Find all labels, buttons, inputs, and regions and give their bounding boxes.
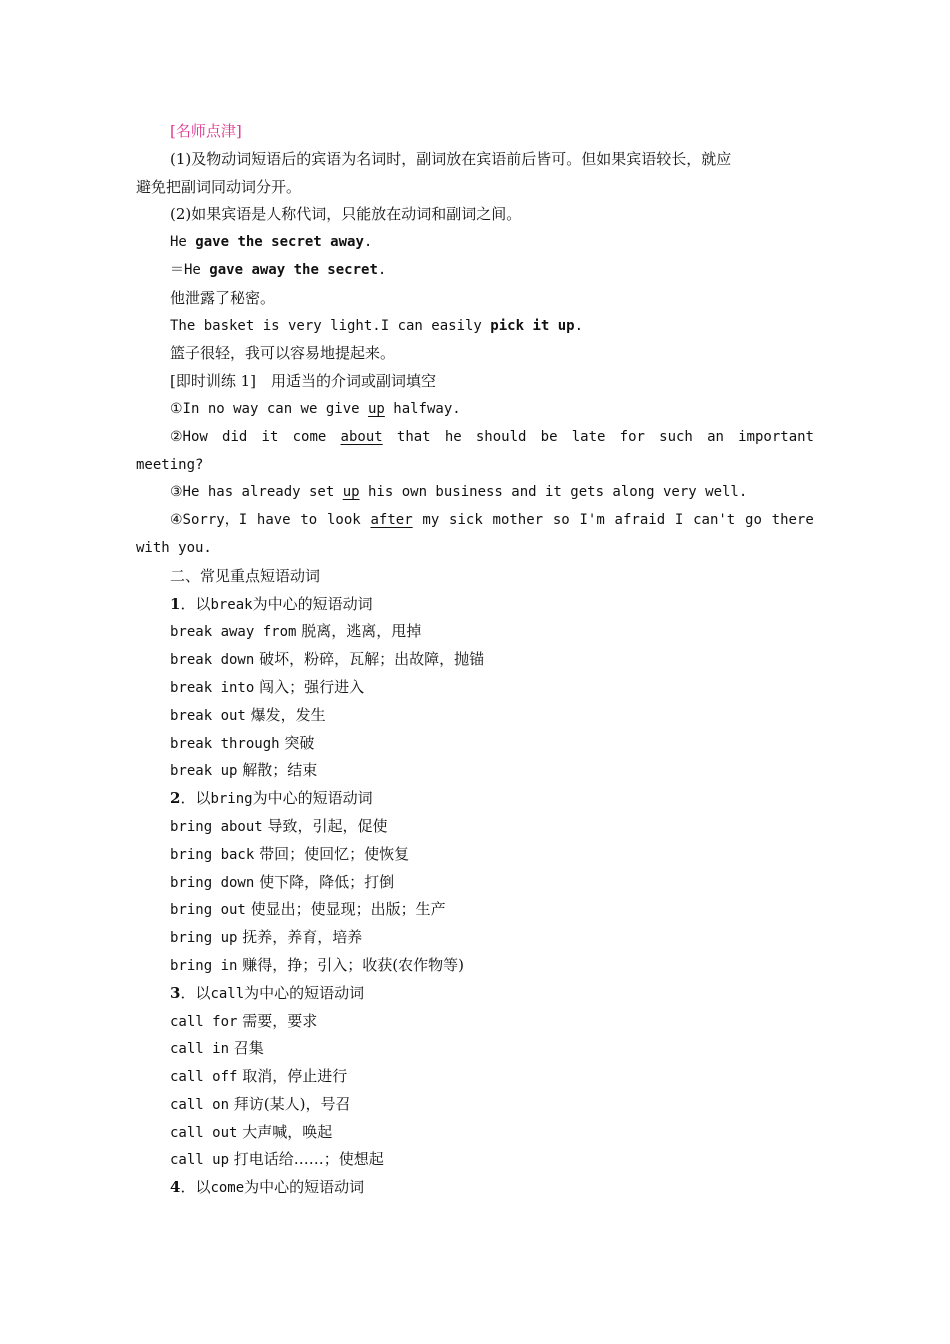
- group-keyword: bring: [210, 791, 253, 808]
- group-heading-text: 为中心的短语动词: [252, 594, 373, 613]
- question-text: ①In no way can we give: [170, 400, 368, 417]
- answer-blank: about: [340, 428, 383, 445]
- example-bold: gave the secret away: [195, 234, 364, 251]
- group-heading-text: 为中心的短语动词: [244, 983, 365, 1002]
- word: sick: [449, 512, 483, 529]
- phrase-meaning: 大声喊，唤起: [242, 1122, 333, 1141]
- question-text: halfway.: [384, 400, 461, 417]
- word: an: [707, 428, 724, 445]
- word: have: [256, 512, 291, 529]
- phrase-english: break down: [170, 652, 255, 669]
- phrase-meaning: 拜访(某人)，号召: [233, 1094, 351, 1113]
- phrase-meaning: 使下降，降低；打倒: [259, 872, 395, 891]
- drill-question-2: [136, 424, 814, 452]
- tip-paragraph-1: (1)及物动词短语后的宾语为名词时，副词放在宾语前后皆可。但如果宾语较长，就应: [170, 149, 732, 168]
- group-keyword: break: [210, 596, 253, 613]
- example-1-translation: 他泄露了秘密。: [170, 288, 276, 307]
- phrase-item: [136, 1146, 814, 1174]
- phrase-item: [136, 646, 814, 674]
- group-heading: [136, 1174, 814, 1202]
- phrase-item: [136, 757, 814, 785]
- phrase-english: break away from: [170, 624, 297, 641]
- example-1-sentence: [136, 229, 814, 257]
- tip-paragraph-2: (2)如果宾语是人称代词，只能放在动词和副词之间。: [170, 205, 522, 224]
- drill-question-4-cont: with you.: [136, 539, 212, 556]
- phrase-english: bring down: [170, 874, 255, 891]
- word: ②How: [170, 428, 208, 445]
- word: be: [540, 428, 558, 445]
- group-number: 4: [170, 1178, 181, 1197]
- example-2-sentence: [136, 313, 814, 341]
- example-text: The basket is very light.I can easily: [170, 317, 491, 334]
- phrase-item: [136, 702, 814, 730]
- word: afraid: [614, 512, 666, 529]
- drill-question-3: [136, 479, 814, 507]
- group-heading-text: 为中心的短语动词: [244, 1178, 365, 1197]
- phrase-item: [136, 1008, 814, 1036]
- phrase-english: bring out: [170, 902, 246, 919]
- word: it: [261, 428, 279, 445]
- word: mother: [492, 512, 544, 529]
- drill-question-4: [136, 507, 814, 535]
- phrase-meaning: 带回；使回忆；使恢复: [259, 844, 410, 863]
- phrase-item: [136, 896, 814, 924]
- word: for: [619, 428, 645, 445]
- drill-header: [即时训练 1] 用适当的介词或副词填空: [170, 372, 437, 391]
- phrase-groups: [136, 591, 814, 1203]
- example-text: .: [363, 234, 373, 251]
- phrase-meaning: 抚养，养育，培养: [242, 928, 363, 947]
- phrase-english: call up: [170, 1152, 230, 1169]
- phrase-english: call out: [170, 1124, 238, 1141]
- example-text: ＝He: [170, 261, 210, 278]
- phrase-english: bring up: [170, 930, 238, 947]
- word: I: [674, 512, 684, 529]
- phrase-english: call on: [170, 1096, 230, 1113]
- example-text: He: [170, 234, 196, 251]
- tip-paragraph-1-cont: 避免把副词同动词分开。: [136, 177, 302, 196]
- answer-blank: after: [370, 512, 413, 529]
- drill-question-2-cont: meeting?: [136, 456, 204, 473]
- example-1-equivalent: [136, 257, 814, 285]
- word: important: [738, 428, 814, 445]
- phrase-meaning: 取消，停止进行: [242, 1067, 348, 1086]
- example-bold: pick it up: [490, 317, 575, 334]
- word: that: [396, 428, 431, 445]
- example-text: .: [574, 317, 584, 334]
- word: my: [422, 512, 440, 529]
- group-heading: [136, 980, 814, 1008]
- word: he: [444, 428, 462, 445]
- answer-blank: up: [367, 400, 385, 417]
- phrase-meaning: 爆发，发生: [250, 705, 326, 724]
- phrase-item: [136, 924, 814, 952]
- phrase-item: [136, 869, 814, 897]
- phrase-meaning: 脱离，逃离，甩掉: [301, 622, 422, 641]
- phrase-meaning: 闯入；强行进入: [259, 677, 365, 696]
- phrase-item: [136, 1119, 814, 1147]
- phrase-item: [136, 1063, 814, 1091]
- phrase-item: [136, 1035, 814, 1063]
- phrase-meaning: 使显出；使显现；出版；生产: [250, 900, 446, 919]
- word: can't: [693, 512, 736, 529]
- group-heading: [136, 785, 814, 813]
- phrase-item: [136, 841, 814, 869]
- phrase-meaning: 打电话给……；使想起: [233, 1150, 384, 1169]
- question-text: his own business and it gets along very well.: [359, 484, 748, 501]
- answer-blank: up: [342, 484, 360, 501]
- phrase-english: call for: [170, 1013, 238, 1030]
- phrase-english: bring back: [170, 846, 255, 863]
- word: go: [745, 512, 762, 529]
- example-bold: gave away the secret: [209, 261, 378, 278]
- word: I'm: [579, 512, 605, 529]
- phrase-english: break up: [170, 763, 238, 780]
- tip-header: [名师点津]: [170, 122, 242, 140]
- phrase-meaning: 需要，要求: [242, 1011, 318, 1030]
- phrase-item: [136, 813, 814, 841]
- question-text: ③He has already set: [170, 484, 343, 501]
- example-2-translation: 篮子很轻，我可以容易地提起来。: [170, 344, 396, 363]
- word: such: [659, 428, 693, 445]
- phrase-meaning: 导致，引起，促使: [267, 816, 388, 835]
- section-title: 二、常见重点短语动词: [170, 566, 321, 585]
- group-number: 3: [170, 983, 181, 1002]
- phrase-english: call off: [170, 1069, 238, 1086]
- phrase-meaning: 赚得，挣；引入；收获(农作物等): [242, 955, 464, 974]
- phrase-meaning: 解散；结束: [242, 761, 318, 780]
- word: should: [475, 428, 527, 445]
- group-heading-text: ．以: [180, 594, 211, 613]
- word: so: [552, 512, 570, 529]
- word: there: [771, 512, 814, 529]
- word: look: [327, 512, 361, 529]
- phrase-item: [136, 730, 814, 758]
- phrase-english: bring in: [170, 957, 238, 974]
- phrase-english: break into: [170, 679, 255, 696]
- word: late: [571, 428, 606, 445]
- phrase-item: [136, 952, 814, 980]
- phrase-english: break out: [170, 707, 246, 724]
- phrase-english: bring about: [170, 818, 263, 835]
- phrase-english: call in: [170, 1041, 230, 1058]
- phrase-item: [136, 618, 814, 646]
- word: come: [292, 428, 327, 445]
- group-keyword: come: [210, 1180, 245, 1197]
- group-number: 2: [170, 789, 181, 808]
- document-page: [136, 118, 814, 1202]
- phrase-item: [136, 1091, 814, 1119]
- word: to: [300, 512, 318, 529]
- word: ④Sorry，I: [170, 512, 248, 529]
- phrase-meaning: 召集: [233, 1039, 264, 1058]
- group-number: 1: [170, 594, 181, 613]
- group-heading-text: ．以: [180, 1178, 211, 1197]
- phrase-english: break through: [170, 735, 280, 752]
- group-heading-text: ．以: [180, 789, 211, 808]
- phrase-meaning: 突破: [284, 733, 315, 752]
- phrase-meaning: 破坏，粉碎，瓦解；出故障，抛锚: [259, 650, 485, 669]
- group-heading: [136, 591, 814, 619]
- word: did: [222, 428, 248, 445]
- group-keyword: call: [210, 985, 245, 1002]
- group-heading-text: 为中心的短语动词: [252, 789, 373, 808]
- example-text: .: [377, 261, 387, 278]
- group-heading-text: ．以: [180, 983, 211, 1002]
- drill-question-1: [136, 396, 814, 424]
- phrase-item: [136, 674, 814, 702]
